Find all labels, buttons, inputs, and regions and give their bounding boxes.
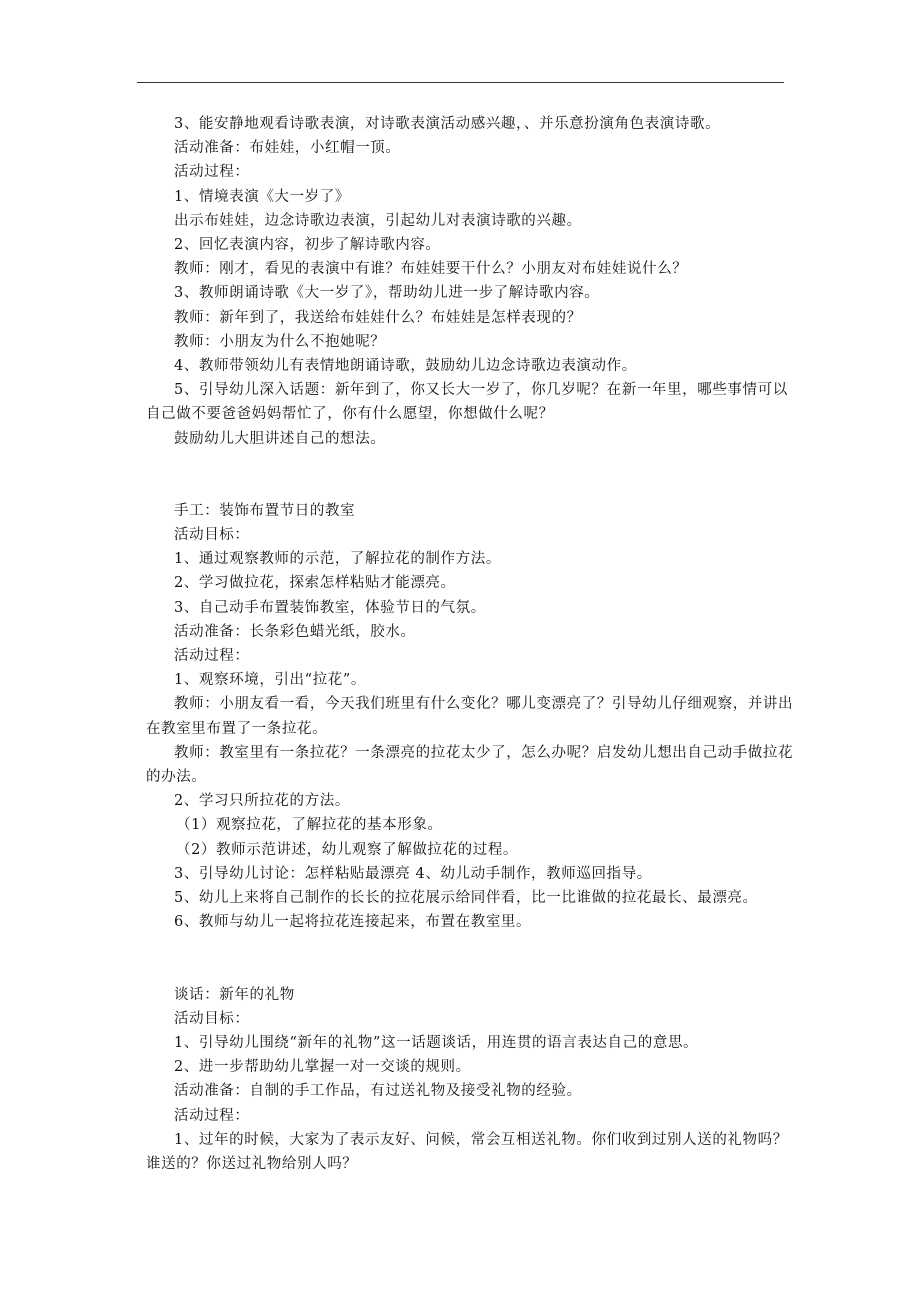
section-title: 手工：装饰布置节日的教室 — [174, 502, 356, 519]
paragraph: （1）观察拉花，了解拉花的基本形象。 — [176, 817, 443, 834]
paragraph: 2、学习只所拉花的方法。 — [174, 793, 350, 810]
paragraph: 1、引导幼儿围绕“新年的礼物”这一话题谈话，用连贯的语言表达自己的意思。 — [174, 1034, 699, 1051]
paragraph: 1、观察环境，引出“拉花”。 — [174, 672, 366, 689]
paragraph: 3、引导幼儿讨论：怎样粘贴最漂亮 4、幼儿动手制作，教师巡回指导。 — [174, 865, 652, 882]
paragraph: 5、幼儿上来将自己制作的长长的拉花展示给同伴看，比一比谁做的拉花最长、最漂亮。 — [174, 890, 758, 907]
paragraph: 出示布娃娃，边念诗歌边表演，引起幼儿对表演诗歌的兴趣。 — [174, 212, 582, 229]
paragraph: 1、过年的时候，大家为了表示友好、问候，常会互相送礼物。你们收到过别人送的礼物吗？谁送的？你送过礼物给别人吗？ — [146, 1131, 788, 1172]
paragraph: 活动准备：自制的手工作品，有过送礼物及接受礼物的经验。 — [174, 1083, 582, 1100]
paragraph: 活动过程： — [174, 164, 250, 181]
paragraph: 1、情境表演《大一岁了》 — [174, 188, 350, 205]
paragraph: 3、自己动手布置装饰教室，体验节日的气氛。 — [174, 599, 486, 616]
paragraph: 6、教师与幼儿一起将拉花连接起来，布置在教室里。 — [174, 914, 532, 931]
paragraph: 教师：教室里有一条拉花？一条漂亮的拉花太少了，怎么办呢？启发幼儿想出自己动手做拉花的办法。 — [146, 744, 794, 786]
paragraph: 2、进一步帮助幼儿掌握一对一交谈的规则。 — [174, 1059, 471, 1076]
paragraph: 3、教师朗诵诗歌《大一岁了》，帮助幼儿进一步了解诗歌内容。 — [174, 285, 600, 302]
section-talk — [146, 983, 796, 1177]
paragraph: 活动目标： — [174, 1010, 250, 1027]
paragraph: 活动准备：布娃娃，小红帽一顶。 — [174, 140, 401, 157]
section-title: 谈话：新年的礼物 — [174, 986, 295, 1003]
paragraph: 2、回忆表演内容，初步了解诗歌内容。 — [174, 237, 441, 254]
paragraph: 活动准备：长条彩色蜡光纸，胶水。 — [174, 623, 416, 640]
section-poem-performance — [146, 112, 796, 451]
paragraph: 教师：小朋友为什么不抱她呢？ — [174, 333, 386, 350]
section-handcraft — [146, 499, 796, 935]
section-spacer — [146, 451, 796, 499]
paragraph: 教师：新年到了，我送给布娃娃什么？布娃娃是怎样表现的？ — [174, 309, 582, 326]
paragraph: 活动目标： — [174, 527, 250, 544]
header-rule — [137, 82, 784, 83]
paragraph: 教师：刚才，看见的表演中有谁？布娃娃要干什么？小朋友对布娃娃说什么？ — [174, 261, 688, 278]
paragraph: 1、通过观察教师的示范，了解拉花的制作方法。 — [174, 551, 501, 568]
paragraph: 4、教师带领幼儿有表情地朗诵诗歌，鼓励幼儿边念诗歌边表演动作。 — [174, 358, 637, 375]
paragraph: 活动过程： — [174, 1107, 250, 1124]
paragraph: 3、能安静地观看诗歌表演，对诗歌表演活动感兴趣，、并乐意扮演角色表演诗歌。 — [174, 116, 721, 132]
section-spacer — [146, 935, 796, 983]
paragraph: 2、学习做拉花，探索怎样粘贴才能漂亮。 — [174, 575, 456, 592]
document-body — [146, 112, 796, 1176]
paragraph: 5、引导幼儿深入话题：新年到了，你又长大一岁了，你几岁呢？在新一年里，哪些事情可以自己做不要爸爸妈妈帮忙了，你有什么愿望，你想做什么呢？ — [146, 382, 788, 423]
paragraph: 活动过程： — [174, 648, 250, 665]
paragraph: 教师：小朋友看一看，今天我们班里有什么变化？哪儿变漂亮了？引导幼儿仔细观察，并讲出在教室里布置了一条拉花。 — [146, 696, 794, 737]
paragraph: （2）教师示范讲述，幼儿观察了解做拉花的过程。 — [176, 841, 519, 858]
paragraph: 鼓励幼儿大胆讲述自己的想法。 — [174, 430, 386, 447]
